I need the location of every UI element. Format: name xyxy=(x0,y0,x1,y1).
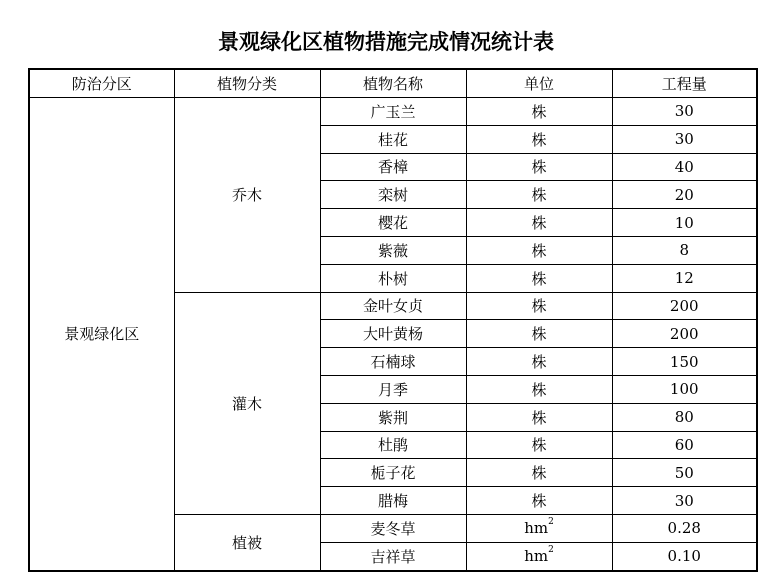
plant-name-cell: 樱花 xyxy=(320,209,466,237)
quantity-cell: 60 xyxy=(612,431,757,459)
quantity-cell: 200 xyxy=(612,292,757,320)
unit-cell: 株 xyxy=(466,181,612,209)
unit-cell: 株 xyxy=(466,292,612,320)
quantity-cell: 20 xyxy=(612,181,757,209)
plant-name-cell: 月季 xyxy=(320,375,466,403)
plant-name-cell: 金叶女贞 xyxy=(320,292,466,320)
plant-name-cell: 广玉兰 xyxy=(320,98,466,126)
plant-name-cell: 腊梅 xyxy=(320,487,466,515)
quantity-cell: 12 xyxy=(612,264,757,292)
unit-cell: 株 xyxy=(466,98,612,126)
unit-cell: 株 xyxy=(466,487,612,515)
unit-cell: 株 xyxy=(466,348,612,376)
header-zone: 防治分区 xyxy=(29,69,174,98)
quantity-cell: 8 xyxy=(612,236,757,264)
plant-name-cell: 石楠球 xyxy=(320,348,466,376)
header-name: 植物名称 xyxy=(320,69,466,98)
unit-cell: 株 xyxy=(466,320,612,348)
header-quantity: 工程量 xyxy=(612,69,757,98)
unit-cell: 株 xyxy=(466,236,612,264)
plant-name-cell: 紫荆 xyxy=(320,403,466,431)
plant-measures-table xyxy=(28,68,758,572)
plant-name-cell: 大叶黄杨 xyxy=(320,320,466,348)
plant-name-cell: 栀子花 xyxy=(320,459,466,487)
unit-cell: 株 xyxy=(466,375,612,403)
unit-cell xyxy=(466,542,612,570)
quantity-cell: 80 xyxy=(612,403,757,431)
unit-cell: 株 xyxy=(466,209,612,237)
unit-exponent: 2 xyxy=(548,545,554,556)
quantity-cell: 200 xyxy=(612,320,757,348)
plant-name-cell: 吉祥草 xyxy=(320,542,466,570)
table-title: 景观绿化区植物措施完成情况统计表 xyxy=(218,30,554,54)
category-cell: 植被 xyxy=(174,514,320,570)
quantity-cell: 10 xyxy=(612,209,757,237)
plant-name-cell: 香樟 xyxy=(320,153,466,181)
plant-name-cell: 紫薇 xyxy=(320,236,466,264)
unit-base: hm xyxy=(524,519,549,538)
quantity-cell: 50 xyxy=(612,459,757,487)
plant-name-cell: 朴树 xyxy=(320,264,466,292)
unit-base: hm xyxy=(524,547,549,566)
plant-name-cell: 杜鹃 xyxy=(320,431,466,459)
plant-name-cell: 栾树 xyxy=(320,181,466,209)
plant-name-cell: 桂花 xyxy=(320,125,466,153)
quantity-cell: 30 xyxy=(612,98,757,126)
unit-cell: 株 xyxy=(466,459,612,487)
quantity-cell: 0.10 xyxy=(612,542,757,570)
header-row xyxy=(29,69,757,98)
unit-cell: 株 xyxy=(466,153,612,181)
category-cell: 乔木 xyxy=(174,98,320,293)
quantity-cell: 30 xyxy=(612,487,757,515)
quantity-cell: 100 xyxy=(612,375,757,403)
unit-cell: 株 xyxy=(466,125,612,153)
header-category: 植物分类 xyxy=(174,69,320,98)
unit-cell xyxy=(466,514,612,542)
zone-cell: 景观绿化区 xyxy=(29,98,174,571)
quantity-cell: 30 xyxy=(612,125,757,153)
header-unit: 单位 xyxy=(466,69,612,98)
quantity-cell: 40 xyxy=(612,153,757,181)
unit-exponent: 2 xyxy=(548,517,554,528)
category-cell: 灌木 xyxy=(174,292,320,514)
unit-cell: 株 xyxy=(466,403,612,431)
quantity-cell: 150 xyxy=(612,348,757,376)
plant-name-cell: 麦冬草 xyxy=(320,514,466,542)
quantity-cell: 0.28 xyxy=(612,514,757,542)
table-row xyxy=(29,98,757,126)
unit-cell: 株 xyxy=(466,431,612,459)
unit-cell: 株 xyxy=(466,264,612,292)
